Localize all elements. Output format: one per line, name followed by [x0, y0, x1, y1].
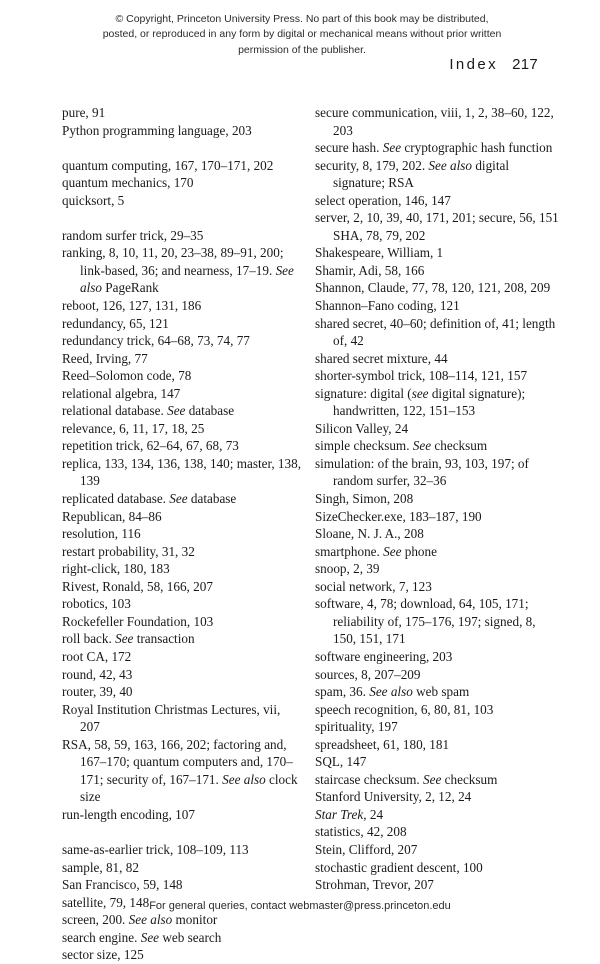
index-entry: round, 42, 43: [62, 666, 133, 682]
index-entry: speech recognition, 6, 80, 81, 103: [315, 701, 494, 717]
index-entry: random surfer trick, 29–35: [62, 227, 204, 243]
page-number: 217: [512, 56, 538, 73]
index-entry: Strohman, Trevor, 207: [315, 877, 434, 893]
footer-note: For general queries, contact webmaster@press.princeton.edu: [149, 900, 451, 912]
index-entry: smartphone. See phone: [315, 543, 437, 559]
index-entry: shared secret, 40–60; definition of, 41; length of, 42: [315, 315, 556, 349]
index-entry: shared secret mixture, 44: [315, 350, 448, 366]
index-entry: security, 8, 179, 202. See also digital signature; RSA: [315, 157, 510, 191]
index-entry: relevance, 6, 11, 17, 18, 25: [62, 420, 205, 436]
index-entry: Sloane, N. J. A., 208: [315, 526, 424, 542]
index-entry: Republican, 84–86: [62, 508, 162, 524]
index-entry: snoop, 2, 39: [315, 561, 380, 577]
index-entry: redundancy, 65, 121: [62, 315, 169, 331]
index-entry: run-length encoding, 107: [62, 806, 195, 822]
index-entry: pure, 91: [62, 105, 106, 120]
index-entry: replica, 133, 134, 136, 138, 140; master, 138, 139: [62, 455, 302, 489]
index-entry: quantum computing, 167, 170–171, 202: [62, 157, 274, 173]
copyright-notice: © Copyright, Princeton University Press. No part of this book may be distributed, posted, or reproduced in any form by digital or mechanical means without prior written permission of the publisher.: [102, 13, 502, 56]
index-entry: Shakespeare, William, 1: [315, 245, 444, 261]
index-entry: simple checksum. See checksum: [315, 438, 488, 454]
index-entry: resolution, 116: [62, 526, 141, 542]
index-entry: Silicon Valley, 24: [315, 420, 409, 436]
index-entry: relational database. See database: [62, 403, 235, 419]
index-entry: SQL, 147: [315, 754, 367, 770]
index-entry: sample, 81, 82: [62, 859, 139, 875]
index-entry: spirituality, 197: [315, 719, 398, 735]
index-entry: social network, 7, 123: [315, 578, 432, 594]
index-entry: spreadsheet, 61, 180, 181: [315, 736, 450, 752]
index-entry: Shannon–Fano coding, 121: [315, 298, 460, 314]
index-entry: server, 2, 10, 39, 40, 171, 201; secure, 56, 151 SHA, 78, 79, 202: [315, 210, 559, 243]
index-entry: Rockefeller Foundation, 103: [62, 613, 214, 629]
index-entry: signature: digital (see digital signature); handwritten, 122, 151–153: [315, 385, 526, 419]
index-entry: screen, 200. See also monitor: [62, 912, 218, 928]
index-entry: replicated database. See database: [62, 491, 237, 507]
index-entry: search engine. See web search: [62, 929, 222, 945]
index-entry: spam, 36. See also web spam: [315, 684, 470, 700]
index-entry: SizeChecker.exe, 183–187, 190: [315, 508, 482, 524]
index-entry: redundancy trick, 64–68, 73, 74, 77: [62, 333, 250, 349]
index-entry: relational algebra, 147: [62, 385, 181, 401]
index-entry: RSA, 58, 59, 163, 166, 202; factoring and, 167–170; quantum computers and, 170–171; security of, 167–171. See also clock size: [62, 736, 298, 805]
index-entry: statistics, 42, 208: [315, 824, 407, 840]
index-entry: sources, 8, 207–209: [315, 666, 421, 682]
index-entry: same-as-earlier trick, 108–109, 113: [62, 841, 249, 857]
index-entry: Shamir, Adi, 58, 166: [315, 262, 425, 278]
index-entry: router, 39, 40: [62, 684, 133, 700]
index-entry: robotics, 103: [62, 596, 131, 612]
index-entry: San Francisco, 59, 148: [62, 877, 183, 893]
index-entry: Reed–Solomon code, 78: [62, 368, 192, 384]
index-column-right: [315, 104, 561, 894]
index-entry: Royal Institution Christmas Lectures, vii, 207: [62, 701, 281, 735]
index-entry: secure hash. See cryptographic hash function: [315, 140, 553, 156]
index-column-left: [62, 104, 302, 964]
index-entry: stochastic gradient descent, 100: [315, 859, 483, 875]
index-entry: reboot, 126, 127, 131, 186: [62, 298, 202, 314]
index-entry: roll back. See transaction: [62, 631, 195, 647]
index-entry: right-click, 180, 183: [62, 561, 170, 577]
index-entry: staircase checksum. See checksum: [315, 771, 498, 787]
index-entry: simulation: of the brain, 93, 103, 197; of random surfer, 32–36: [315, 455, 529, 489]
index-entry: quicksort, 5: [62, 192, 125, 208]
index-entry: Shannon, Claude, 77, 78, 120, 121, 208, 209: [315, 280, 551, 296]
index-entry: Singh, Simon, 208: [315, 491, 414, 507]
index-entry: select operation, 146, 147: [315, 192, 451, 208]
index-entry: satellite, 79, 148: [62, 894, 150, 910]
index-entry: root CA, 172: [62, 648, 132, 664]
index-entry: sector size, 125: [62, 947, 144, 963]
running-head-title: Index: [449, 56, 499, 73]
index-entry: software, 4, 78; download, 64, 105, 171; reliability of, 175–176, 197; signed, 8, 150, 151, 171: [315, 596, 536, 647]
index-entry: quantum mechanics, 170: [62, 175, 194, 191]
index-entry: secure communication, viii, 1, 2, 38–60, 122, 203: [315, 105, 554, 138]
index-entry: Python programming language, 203: [62, 122, 252, 138]
index-entry: Star Trek, 24: [315, 806, 384, 822]
index-entry: repetition trick, 62–64, 67, 68, 73: [62, 438, 239, 454]
index-entry: restart probability, 31, 32: [62, 543, 195, 559]
index-entry: software engineering, 203: [315, 648, 453, 664]
index-entry: shorter-symbol trick, 108–114, 121, 157: [315, 368, 528, 384]
index-entry: ranking, 8, 10, 11, 20, 23–38, 89–91, 200; link-based, 36; and nearness, 17–19. See also PageRank: [62, 245, 294, 296]
index-entry: Rivest, Ronald, 58, 166, 207: [62, 578, 213, 594]
index-entry: Stanford University, 2, 12, 24: [315, 789, 472, 805]
running-head: [449, 56, 538, 73]
index-entry: Stein, Clifford, 207: [315, 841, 418, 857]
index-entry: Reed, Irving, 77: [62, 350, 148, 366]
